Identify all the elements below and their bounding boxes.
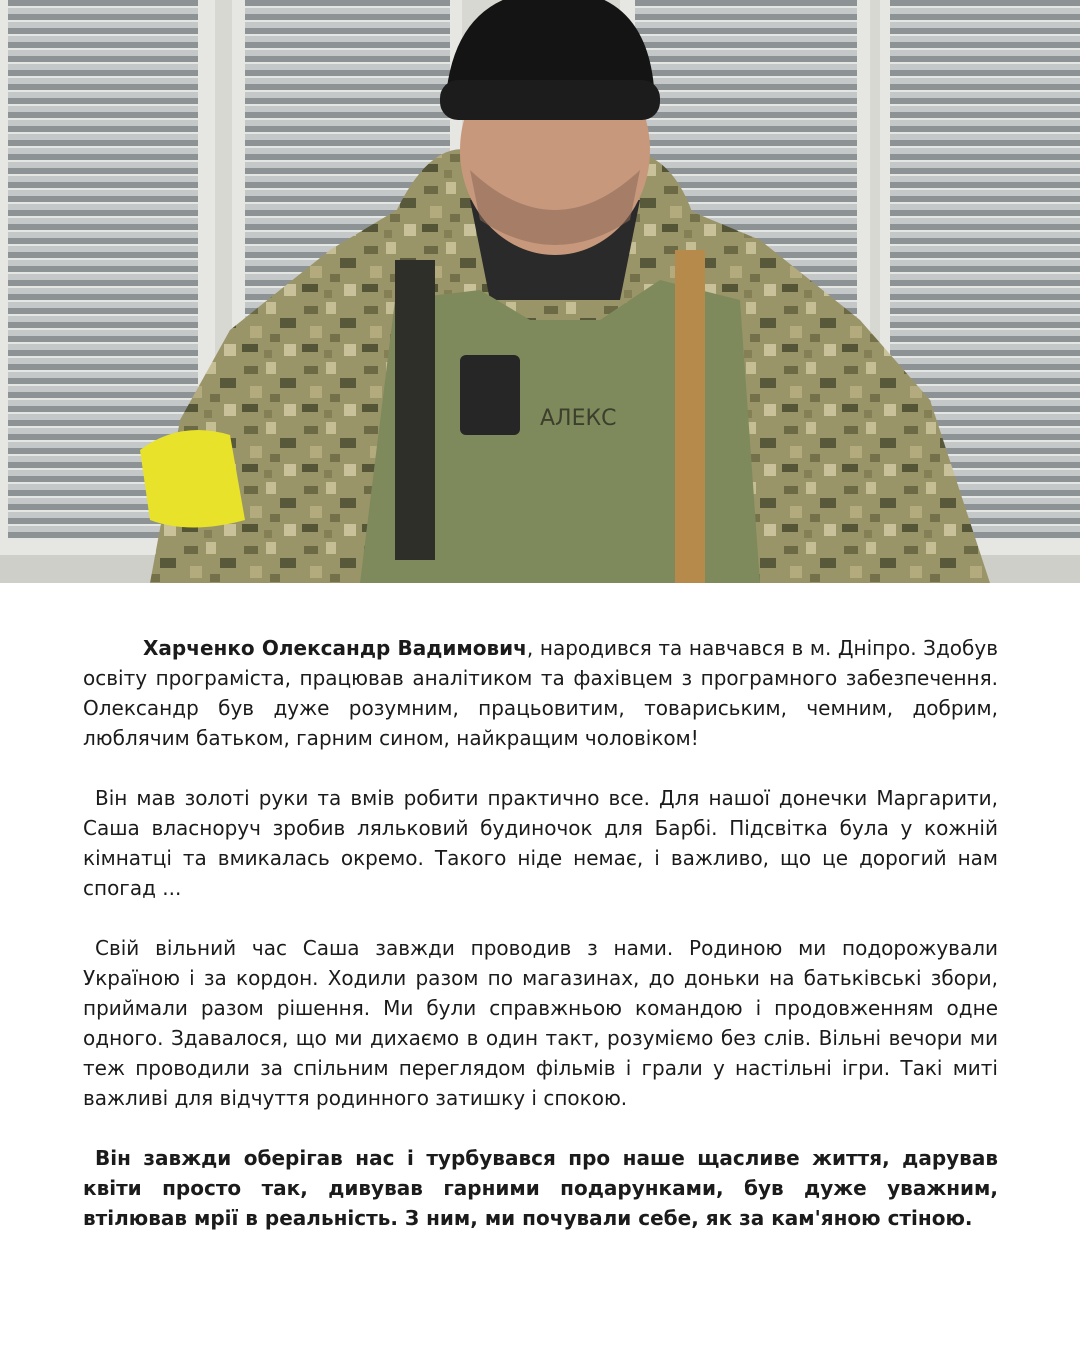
bio-paragraph-1-text: , народився та навчався в м. Дніпро. Здобув освіту програміста, працював аналітиком та фахівцем з програмного забезпечення. Олександр був дуже розумним, працьовитим, товариським, чемним, добрим, люблячим батьком, гарним сином, найкращим чоловіком! xyxy=(83,636,998,750)
vest-label-text: АЛЕКС xyxy=(540,406,617,431)
portrait-photo xyxy=(0,0,1080,583)
biography xyxy=(83,633,998,1263)
bio-paragraph-2: Він мав золоті руки та вмів робити практично все. Для нашої донечки Маргарити, Саша власноруч зробив ляльковий будиночок для Барбі. Підсвітка була у кожній кімнатці та вмикалась окремо. Такого ніде немає, і важливо, що це дорогий нам спогад ... xyxy=(83,786,998,900)
bio-paragraph-3: Свій вільний час Саша завжди проводив з нами. Родиною ми подорожували Україною і за кордон. Ходили разом по магазинах, до доньки на батьківські збори, приймали разом рішення. Ми були справжньою командою і продовженням одне одного. Здавалося, що ми дихаємо в один такт, розуміємо без слів. Вільні вечори ми теж проводили за спільним переглядом фільмів і грали у настільні ігри. Такі миті важливі для відчуття родинного затишку і спокою. xyxy=(83,936,998,1110)
bio-paragraph-4: Він завжди оберігав нас і турбувався про наше щасливе життя, дарував квіти просто так, дивував гарними подарунками, був дуже уважним, втілював мрії в реальність. З ним, ми почували себе, як за кам'яною стіною. xyxy=(83,1146,998,1230)
bio-paragraph-1 xyxy=(83,633,998,753)
person-name: Харченко Олександр Вадимович xyxy=(143,636,527,660)
